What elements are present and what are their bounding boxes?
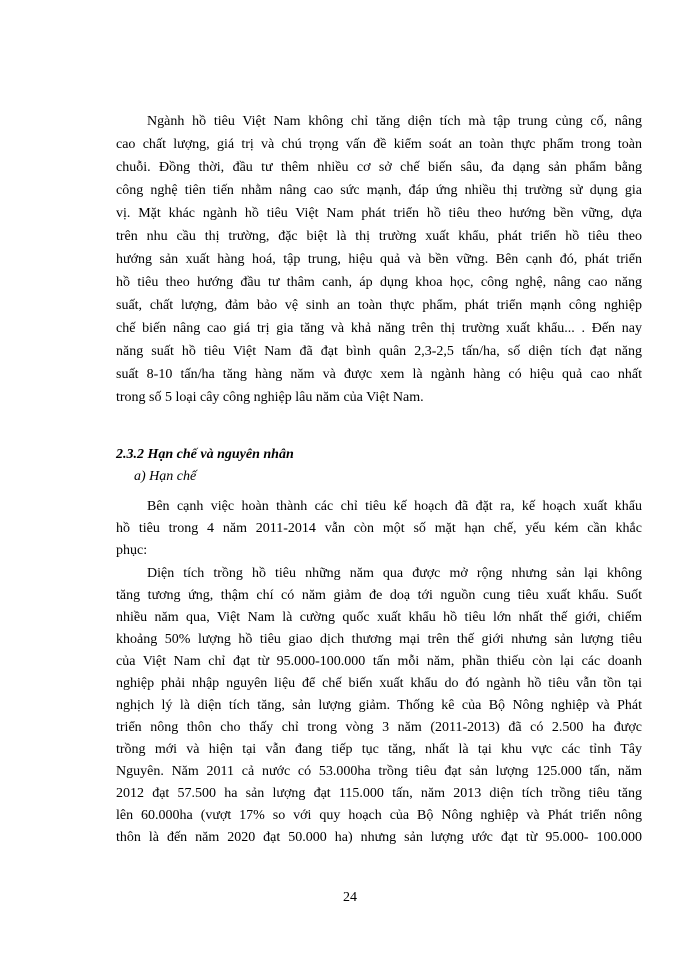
paragraph-line: trên nhu cầu thị trường, đặc biệt là thị trường xuất khẩu, phát triển hồ tiêu theo — [116, 229, 642, 244]
paragraph-line: 2012 đạt 57.500 ha sản lượng đạt 115.000 tấn, năm 2013 diện tích trồng tiêu tăng — [116, 786, 642, 801]
paragraph-line: của Việt Nam chỉ đạt từ 95.000-100.000 tấn mỗi năm, phần thiếu còn lại các doanh — [116, 654, 642, 669]
paragraph-line: hướng sản xuất hàng hoá, tập trung, hiệu quả và bền vững. Bên cạnh đó, phát triển — [116, 252, 642, 267]
paragraph-line: nghịch lý là diện tích tăng, sản lượng giảm. Thống kê của Bộ Nông nghiệp và Phát — [116, 698, 642, 713]
paragraph-line: tăng tương ứng, thậm chí có năm giảm đe doạ tới nguồn cung tiêu xuất khẩu. Suốt — [116, 588, 642, 603]
paragraph-line: nhiều năm qua, Việt Nam là cường quốc xuất khẩu hồ tiêu lớn nhất thế giới, chiếm — [116, 610, 642, 625]
section-heading: 2.3.2 Hạn chế và nguyên nhân — [116, 447, 294, 462]
paragraph-line: lên 60.000ha (vượt 17% so với quy hoạch của Bộ Nông nghiệp và Phát triển nông — [116, 808, 642, 823]
paragraph-line: triển nông thôn cho thấy chỉ trong vòng 3 năm (2011-2013) đã có 2.500 ha được — [116, 720, 642, 735]
paragraph-line: cao chất lượng, giá trị và chú trọng vấn đề kiểm soát an toàn thực phẩm trong toàn — [116, 137, 642, 152]
paragraph-line: vị. Mặt khác ngành hồ tiêu Việt Nam phát triển hồ tiêu theo hướng bền vững, dựa — [116, 206, 642, 221]
paragraph-line: Diện tích trồng hồ tiêu những năm qua được mở rộng nhưng sản lại không — [147, 566, 642, 581]
paragraph-line: khoảng 50% lượng hồ tiêu giao dịch thương mại trên thế giới nhưng sản lượng tiêu — [116, 632, 642, 647]
paragraph-line: Bên cạnh việc hoàn thành các chỉ tiêu kế hoạch đã đặt ra, kế hoạch xuất khẩu — [147, 499, 642, 514]
paragraph-line: Ngành hồ tiêu Việt Nam không chỉ tăng diện tích mà tập trung củng cố, nâng — [147, 114, 642, 129]
paragraph-line: trồng mới và hiện tại vẫn đang tiếp tục tăng, nhất là tại khu vực các tỉnh Tây — [116, 742, 642, 757]
paragraph-line: phục: — [116, 543, 148, 558]
paragraph-line: nghiệp phải nhập nguyên liệu để chế biến xuất khẩu do đó ngành hồ tiêu vẫn tồn tại — [116, 676, 642, 691]
paragraph-line: trong số 5 loại cây công nghiệp lâu năm của Việt Nam. — [116, 390, 424, 405]
paragraph-line: suất, chất lượng, đảm bảo vệ sinh an toàn thực phẩm, phát triển mạnh công nghiệp — [116, 298, 642, 313]
paragraph-line: chuỗi. Đồng thời, đầu tư thêm nhiều cơ sở chế biến sâu, đa dạng sản phẩm bằng — [116, 160, 642, 175]
paragraph-line: hồ tiêu trong 4 năm 2011-2014 vẫn còn một số mặt hạn chế, yếu kém cần khắc — [116, 521, 642, 536]
paragraph-line: Nguyên. Năm 2011 cả nước có 53.000ha trồng tiêu đạt sản lượng 125.000 tấn, năm — [116, 764, 642, 779]
paragraph-line: năng suất hồ tiêu Việt Nam đã đạt bình quân 2,3-2,5 tấn/ha, số diện tích đạt năng — [116, 344, 642, 359]
paragraph-line: công nghệ tiên tiến nhằm nâng cao sức mạnh, đáp ứng nhiều thị trường sử dụng gia — [116, 183, 642, 198]
paragraph-line: suất 8-10 tấn/ha tăng hàng năm và được xem là ngành hàng có hiệu quả cao nhất — [116, 367, 642, 382]
paragraph-line: chế biến nâng cao giá trị gia tăng và khả năng trên thị trường xuất khẩu... . Đến nay — [116, 321, 642, 336]
paragraph-line: hồ tiêu theo hướng đầu tư thâm canh, áp dụng khoa học, công nghệ, nâng cao năng — [116, 275, 642, 290]
paragraph-line: thôn là đến năm 2020 đạt 50.000 ha) nhưng sản lượng ước đạt từ 95.000- 100.000 — [116, 830, 642, 845]
page-number: 24 — [343, 890, 357, 905]
subsection-heading: a) Hạn chế — [134, 469, 197, 484]
